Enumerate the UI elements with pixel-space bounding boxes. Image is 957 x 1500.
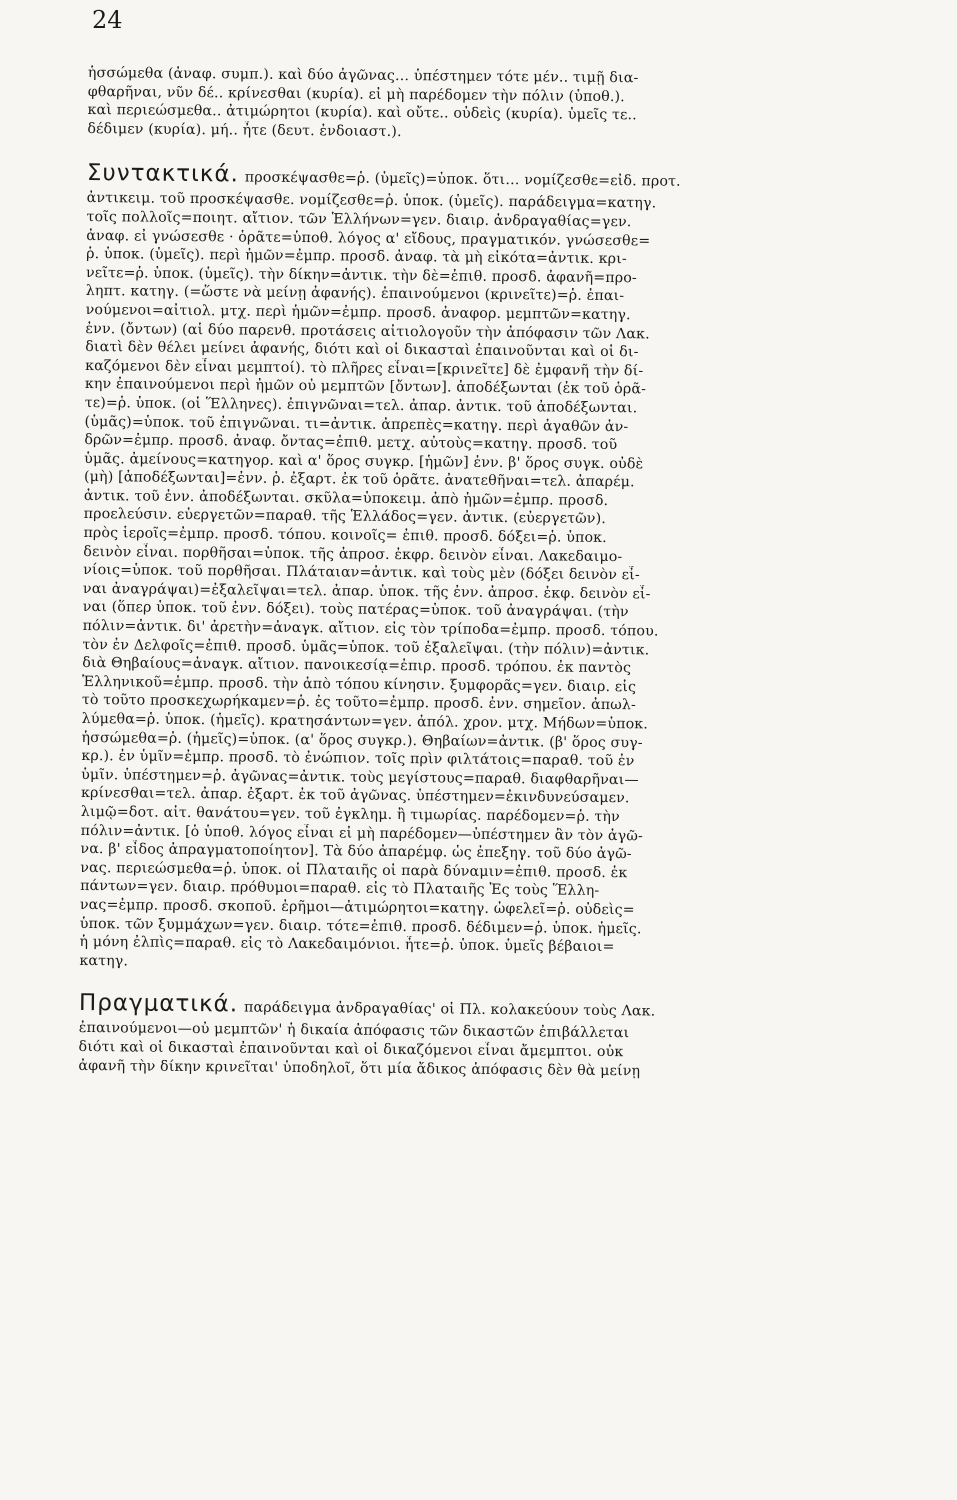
text-line: πάντων=γεν. διαιρ. πρόθυμοι=παραθ. εἰς τὸ Πλαταιῆς Ἐς τοὺς Ἕλλη- xyxy=(80,878,600,900)
text-line: τοῖς πολλοῖς=ποιητ. αἴτιον. τῶν Ἑλλήνων=γεν. διαιρ. ἀνδραγαθίας=γεν. xyxy=(86,208,632,231)
text-line: δρῶν=ἐμπρ. προσδ. ἀναφ. ὄντας=ἐπιθ. μετχ. αὐτοὺς=κατηγ. προσδ. τοῦ xyxy=(84,432,618,454)
text-line: (ὑμᾶς)=ὑποκ. τοῦ ἐπιγνῶναι. τι=ἀντικ. ἀπρεπὲς=κατηγ. περὶ ἀγαθῶν ἀν- xyxy=(84,413,629,435)
syntaktika-lines xyxy=(79,189,928,978)
text-line: ῥ. ὑποκ. (ὑμεῖς). περὶ ἡμῶν=ἐμπρ. προσδ. ἀναφ. τὰ μὴ εἰκότα=ἀντικ. κρι- xyxy=(86,246,627,268)
pragmatika-section xyxy=(78,990,921,1083)
text-line: τὸν ἐν Δελφοῖς=ἐπιθ. προσδ. ὑμᾶς=ὑποκ. τοῦ ἐξαλεῖψαι. (τὴν πόλιν)=ἀντικ. xyxy=(82,636,650,659)
text-line: λιμῷ=δοτ. αἰτ. θανάτου=γεν. τοῦ ἐγκλημ. ἢ τιμωρίας. παρέδομεν=ῥ. τὴν xyxy=(80,803,620,826)
text-line: ληπτ. κατηγ. (=ὥστε νὰ μείνῃ ἀφανής). ἐπαινούμενοι (κρινεῖτε)=ῥ. ἐπαι- xyxy=(85,283,625,305)
text-line: δέδιμεν (κυρία). μή.. ἦτε (δευτ. ἐνδοιαστ.). xyxy=(87,120,402,140)
pragmatika-heading: Πραγματικά. xyxy=(78,990,239,1018)
text-line: ὑμῖν. ὑπέστημεν=ῥ. ἀγῶνας=ἀντικ. τοὺς μεγίστους=παραθ. διαφθαρῆναι— xyxy=(81,766,639,789)
text-line: φθαρῆναι, νῦν δέ.. κρίνεσθαι (κυρία). εἰ μὴ παρέδομεν τὴν πόλιν (ὑποθ.). xyxy=(87,83,625,105)
text-line: διὰ Θηβαίους=ἀναγκ. αἴτιον. πανοικεσίᾳ=ἐπιρ. προσδ. τρόπου. ἐκ παντὸς xyxy=(82,655,632,677)
text-line: τὸ τοῦτο προσκεχωρήκαμεν=ῥ. ἐς τοῦτο=ἐμπρ. προσδ. ἐνν. σημεῖον. ἀπωλ- xyxy=(81,692,637,714)
text-line: ὑποκ. τῶν ξυμμάχων=γεν. διαιρ. τότε=ἐπιθ. προσδ. δέδιμεν=ῥ. ὑποκ. ἡμεῖς. xyxy=(79,915,642,937)
text-line: νας=ἐμπρ. προσδ. σκοποῦ. ἐρῆμοι—ἀτιμώρητοι=κατηγ. ὠφελεῖ=ῥ. οὐδεὶς= xyxy=(79,896,635,919)
text-line: νας. περιεώσμεθα=ῥ. ὑποκ. οἱ Πλαταιῆς οἱ παρὰ δύναμιν=ἐπιθ. προσδ. ἐκ xyxy=(80,859,628,881)
text-line: ἡσσώμεθα (ἀναφ. συμπ.). καὶ δύο ἀγῶνας… ὑπέστημεν τότε μέν.. τιμῇ δια- xyxy=(87,64,639,87)
text-line: πόλιν=ἀντικ. δι' ἀρετὴν=ἀναγκ. αἴτιον. εἰς τὸν τρίποδα=ἐμπρ. προσδ. τόπου. xyxy=(82,618,659,640)
text-line: ἀναφ. εἰ γνώσεσθε · ὁρᾶτε=ὑποθ. λόγος α' εἴδους, πραγματικόν. γνώσεσθε= xyxy=(86,227,651,249)
page-number: 24 xyxy=(92,6,123,34)
syntaktika-heading: Συντακτικά. xyxy=(86,160,239,188)
text-line: ἀντικειμ. τοῦ προσκέψασθε. νομίζεσθε=ῥ. ὑποκ. (ὑμεῖς). παράδειγμα=κατηγ. xyxy=(86,190,657,212)
text-line: πόλιν=ἀντικ. [ὁ ὑποθ. λόγος εἶναι εἰ μὴ παρέδομεν—ὑπέστημεν ἂν τὸν ἀγῶ- xyxy=(80,822,644,844)
text-line: κρ.). ἐν ὑμῖν=ἐμπρ. προσδ. τὸ ἐνώπιον. τοῖς πρὶν φιλτάτοις=παραθ. τοῦ ἐν xyxy=(81,748,635,770)
text-line: (μὴ) [ἀποδέξωνται]=ἐνν. ῥ. ἐξαρτ. ἐκ τοῦ ὁρᾶτε. ἀνατεθῆναι=τελ. ἀπαρέμ. xyxy=(83,469,635,491)
intro-paragraph xyxy=(87,64,930,146)
text-line: καὶ περιεώσμεθα.. ἀτιμώρητοι (κυρία). καὶ οὔτε.. οὐδεὶς (κυρία). ὑμεῖς τε.. xyxy=(87,102,637,124)
pragmatika-lines xyxy=(78,1019,920,1083)
text-line: ναι ἀναγράψαι)=ἐξαλεῖψαι=τελ. ἀπαρ. ὑποκ. τῆς ἐνν. ἀπροσ. ἐκφ. δεινὸν εἶ- xyxy=(82,580,651,603)
syntaktika-section xyxy=(79,160,929,978)
text-line: ἐπαινούμενοι—οὐ μεμπτῶν' ἡ δικαία ἀπόφασις τῶν δικαστῶν ἐπιβάλλεται xyxy=(78,1020,630,1042)
text-line: ἡσσώμεθα=ῥ. (ἡμεῖς)=ὑποκ. (α' ὅρος συγκρ.). Θηβαίων=ἀντικ. (β' ὅρος συγ- xyxy=(81,729,643,751)
syntaktika-first-line-text: προσκέψασθε=ῥ. (ὑμεῖς)=ὑποκ. ὅτι… νομίζεσθε=εἰδ. προτ. xyxy=(244,169,681,191)
text-line: διατὶ δὲν θέλει μείνει ἀφανής, διότι καὶ οἱ δικασταὶ ἐπαινοῦνται καὶ οἱ δι- xyxy=(85,339,639,361)
page-body xyxy=(78,64,930,1083)
text-line: καζόμενοι δὲν εἶναι μεμπτοί). τὸ πλῆρες εἶναι=[κρινεῖτε] δὲ ἐμφανῆ τὴν δί- xyxy=(85,357,644,380)
text-line: να. β' εἶδος ἀπραγματοποίητον]. Τὰ δύο ἀπαρέμφ. ὡς ἐπεξηγ. τοῦ δύο ἀγῶ- xyxy=(80,841,632,863)
text-line: ναι (ὅπερ ὑποκ. τοῦ ἐνν. δόξει). τοὺς πατέρας=ὑποκ. τοῦ ἀναγράψαι. (τὴν xyxy=(82,599,629,621)
text-line: κην ἐπαινούμενοι περὶ ἡμῶν οὐ μεμπτῶν [ὄντων]. ἀποδέξωνται (ἐκ τοῦ ὁρᾶ- xyxy=(84,376,647,398)
text-line: νεῖτε=ῥ. ὑποκ. (ὑμεῖς). τὴν δίκην=ἀντικ. τὴν δὲ=ἐπιθ. προσδ. ἀφανῆ=προ- xyxy=(85,264,637,287)
text-line: ἀφανῆ τὴν δίκην κρινεῖται' ὑποδηλοῖ, ὅτι μία ἄδικος ἀπόφασις δὲν θὰ μείνῃ xyxy=(78,1057,641,1079)
text-line: νίοις=ὑποκ. τοῦ πορθῆσαι. Πλάταιαν=ἀντικ. καὶ τοὺς μὲν (δόξει δεινὸν εἶ- xyxy=(83,562,640,584)
text-line: λύμεθα=ῥ. ὑποκ. (ἡμεῖς). κρατησάντων=γεν. ἀπόλ. χρον. μτχ. Μήδων=ὑποκ. xyxy=(81,710,649,733)
text-line: Ἑλληνικοῦ=ἐμπρ. προσδ. τὴν ἀπὸ τόπου κίνησιν. ξυμφορᾶς=γεν. διαιρ. εἰς xyxy=(81,673,637,696)
text-line: κρίνεσθαι=τελ. ἀπαρ. ἐξαρτ. ἐκ τοῦ ἀγῶνας. ὑπέστημεν=ἐκινδυνεύσαμεν. xyxy=(80,785,630,807)
text-line: νούμενοι=αἰτιολ. μτχ. περὶ ἡμῶν=ἐμπρ. προσδ. ἀναφορ. μεμπτῶν=κατηγ. xyxy=(85,301,631,324)
text-line: ὑμᾶς. ἀμείνους=κατηγορ. καὶ α' ὅρος συγκρ. [ἡμῶν] ἐνν. β' ὅρος συγκ. οὐδὲ xyxy=(84,450,644,473)
text-line: διότι καὶ οἱ δικασταὶ ἐπαινοῦνται καὶ οἱ δικαζόμενοι εἶναι ἄμεμπτοι. οὐκ xyxy=(78,1038,624,1061)
text-line: ἡ μόνη ἐλπὶς=παραθ. εἰς τὸ Λακεδαιμόνιοι. ἦτε=ῥ. ὑποκ. ὑμεῖς βέβαιοι= xyxy=(79,934,615,956)
text-line: δεινὸν εἶναι. πορθῆσαι=ὑποκ. τῆς ἀπροσ. ἐκφρ. δεινὸν εἶναι. Λακεδαιμο- xyxy=(83,543,623,565)
text-line: τε)=ῥ. ὑποκ. (οἱ Ἕλληνες). ἐπιγνῶναι=τελ. ἀπαρ. ἀντικ. τοῦ ἀποδέξωνται. xyxy=(84,394,638,417)
text-line: ἀντικ. τοῦ ἐνν. ἀποδέξωνται. σκῦλα=ὑποκειμ. ἀπὸ ἡμῶν=ἐμπρ. προσδ. xyxy=(83,487,609,509)
text-line: προελεύσιν. εὐεργετῶν=παραθ. τῆς Ἑλλάδος=γεν. ἀντικ. (εὐεργετῶν). xyxy=(83,506,607,528)
pragmatika-first-line-text: παράδειγμα ἀνδραγαθίας' οἱ Πλ. κολακεύουν τοὺς Λακ. xyxy=(243,999,656,1020)
text-line: πρὸς ἱεροῖς=ἐμπρ. προσδ. τόπου. κοινοῖς= ἐπιθ. προσδ. δόξει=ῥ. ὑποκ. xyxy=(83,525,607,547)
text-line: κατηγ. xyxy=(79,952,129,970)
text-line: ἐνν. (ὄντων) (αἱ δύο παρενθ. προτάσεις αἰτιολογοῦν τὴν ἀπόφασιν τῶν Λακ. xyxy=(85,320,650,342)
